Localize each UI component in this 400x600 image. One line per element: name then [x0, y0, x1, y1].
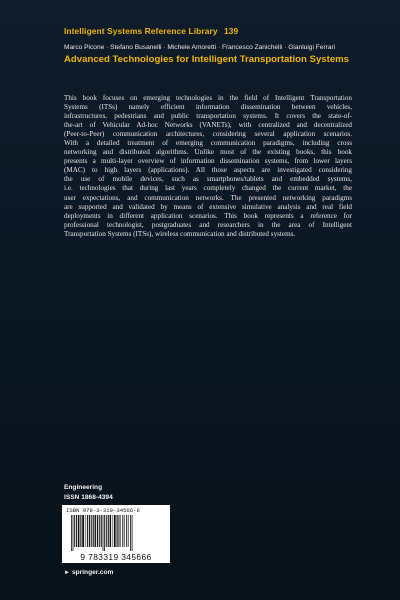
description-line: the-art of Vehicular Ad-hoc Networks (VANETs), with centralized and decentralized [64, 121, 352, 130]
barcode-bar [128, 515, 129, 547]
barcode-bar [122, 515, 123, 547]
barcode-bar [112, 515, 113, 547]
description-line: With a detailed treatment of emerging communication paradigms, including cross [64, 139, 352, 148]
barcode-bar [132, 515, 133, 551]
barcode-bar [126, 515, 127, 547]
series-volume: 139 [224, 26, 239, 36]
description-line: Systems (ITSs) namely efficient information dissemination between vehicles, [64, 103, 352, 112]
barcode-digits: 9 783319 345666 [80, 552, 152, 562]
description-line: This book focuses on emerging technologies in the field of Intelligent Transportation [64, 94, 352, 102]
description-line: (Peer-to-Peer) communication architectures, considering several application scenarios. [64, 130, 352, 139]
description-line: networking and distributed algorithms. Unlike most of the existing books, this book [64, 148, 352, 157]
barcode-bar [71, 515, 72, 551]
barcode-bar [120, 515, 121, 547]
isbn-label: ISBN 978-3-319-34566-6 [66, 507, 140, 514]
barcode-bar [85, 515, 86, 547]
barcode-bar [93, 515, 94, 547]
barcode-bar [130, 515, 131, 551]
barcode-bar [101, 515, 102, 547]
website-label: springer.com [71, 569, 114, 576]
description-line: user expectations, and communication networks. The presented networking paradigms [64, 193, 352, 202]
barcode-bar [106, 515, 107, 547]
barcode-bar [103, 515, 104, 551]
isbn-barcode [62, 505, 170, 563]
barcode-bar [82, 515, 84, 547]
author-list: Marco Picone · Stefano Busanelli · Michele Amoretti · Francesco Zanichelli · Gianluigi Ferrari [64, 44, 336, 51]
description-line: Transportation Systems (ITSs), wireless communication and distributed systems. [64, 229, 296, 238]
description-line: (MAC) to high layers (applications). All those aspects are investigated considering [64, 166, 352, 175]
barcode-bar [87, 515, 88, 547]
description-line: are supported and validated by means of extensive simulative analysis and real field [64, 202, 352, 211]
publisher-website[interactable] [64, 569, 113, 576]
barcode-bar [76, 515, 77, 547]
book-title: Advanced Technologies for Intelligent Transportation Systems [64, 54, 350, 65]
description-line: deployments in different application scenarios. This book represents a reference for [64, 211, 352, 220]
barcode-bar [89, 515, 90, 547]
description-line: presents a multi-layer overview of information dissemination systems, from lower layers [64, 157, 352, 166]
description-line: the use of mobile devices, such as smartphones/tablets and embedded systems, [64, 175, 352, 184]
barcode-bar [104, 515, 105, 551]
barcode-bar [117, 515, 118, 547]
barcode-bar [80, 515, 81, 547]
barcode-bar [118, 515, 119, 547]
barcode-bar [74, 515, 75, 547]
barcode-bar [110, 515, 111, 547]
barcode-bar [73, 515, 74, 551]
barcode-bar [91, 515, 92, 547]
barcode-bar [99, 515, 100, 547]
description-line: professional technologist, postgraduates and researchers in the area of Intelligent [64, 220, 352, 229]
description-line: i.e. technologies that during last years completely changed the current market, the [64, 184, 352, 193]
arrow-right-icon: ► [64, 569, 70, 576]
series-heading [64, 26, 238, 36]
issn-number: ISSN 1868-4394 [64, 494, 113, 501]
barcode-bar [124, 515, 125, 547]
series-name: Intelligent Systems Reference Library [64, 26, 218, 36]
barcode-bar [78, 515, 79, 547]
subject-category: Engineering [64, 484, 103, 491]
barcode-bar [108, 515, 109, 547]
description-line: infrastructures, pedestrians and public transportation systems. It covers the state-of- [64, 112, 352, 121]
barcode-bars [70, 515, 162, 551]
barcode-bar [114, 515, 116, 547]
book-description [64, 94, 352, 239]
barcode-bar [95, 515, 96, 547]
barcode-bar [97, 515, 98, 547]
